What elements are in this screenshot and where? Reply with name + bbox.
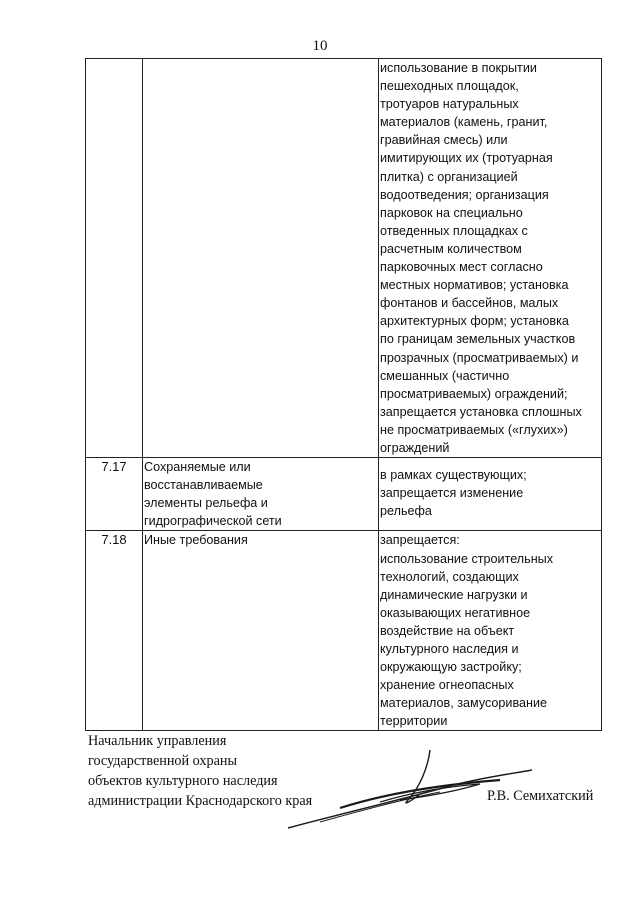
- row-name-cell: [143, 59, 379, 458]
- position-line: государственной охраны: [88, 753, 238, 769]
- row-number-cell: [86, 59, 143, 458]
- row-name: Иные требования: [144, 533, 248, 548]
- row-requirement: использование в покрытии пешеходных площадок, тротуаров натуральных материалов (камень, гранит, гравийная смесь) или имитирующих их (тротуарная плитка) с организацией водоотведения; организация парковок на специально отведенных площадках с расчетным количеством парковочных мест согласно местных нормативов; установка фонтанов и бассейнов, малых архитектурных форм; установка по границам земельных участков прозрачных (просматриваемых) и смешанных (частично просматриваемых) ограждений; запрещается установка сплошных не просматриваемых («глухих») ограждений: [380, 61, 582, 455]
- page-number: 10: [312, 38, 328, 54]
- signer-name: Р.В. Семихатский: [487, 788, 594, 804]
- row-name-cell: [143, 531, 379, 731]
- table-row: [86, 59, 602, 458]
- row-number: 7.18: [101, 532, 127, 548]
- requirements-table: [85, 58, 602, 731]
- row-number-cell: [86, 458, 143, 531]
- row-name-cell: [143, 458, 379, 531]
- row-number: 7.17: [101, 459, 127, 475]
- row-requirement: запрещается: использование строительных технологий, создающих динамические нагрузки и оказывающих негативное воздействие на объект культурного наследия и окружающую застройку; хранение огнеопасных материалов, замусоривание территории: [380, 533, 554, 729]
- row-number-cell: [86, 531, 143, 731]
- row-requirement: в рамках существующих; запрещается изменение рельефа: [380, 468, 527, 519]
- row-name: Сохраняемые или восстанавливаемые элементы рельефа и гидрографической сети: [144, 460, 282, 529]
- table-row: [86, 531, 602, 731]
- position-line: объектов культурного наследия: [88, 773, 278, 789]
- position-line: Начальник управления: [88, 733, 227, 749]
- table-row: [86, 458, 602, 531]
- signatory-position: [88, 731, 312, 811]
- row-requirement-cell: [379, 458, 602, 531]
- row-requirement-cell: [379, 59, 602, 458]
- row-requirement-cell: [379, 531, 602, 731]
- position-line: администрации Краснодарского края: [88, 793, 313, 809]
